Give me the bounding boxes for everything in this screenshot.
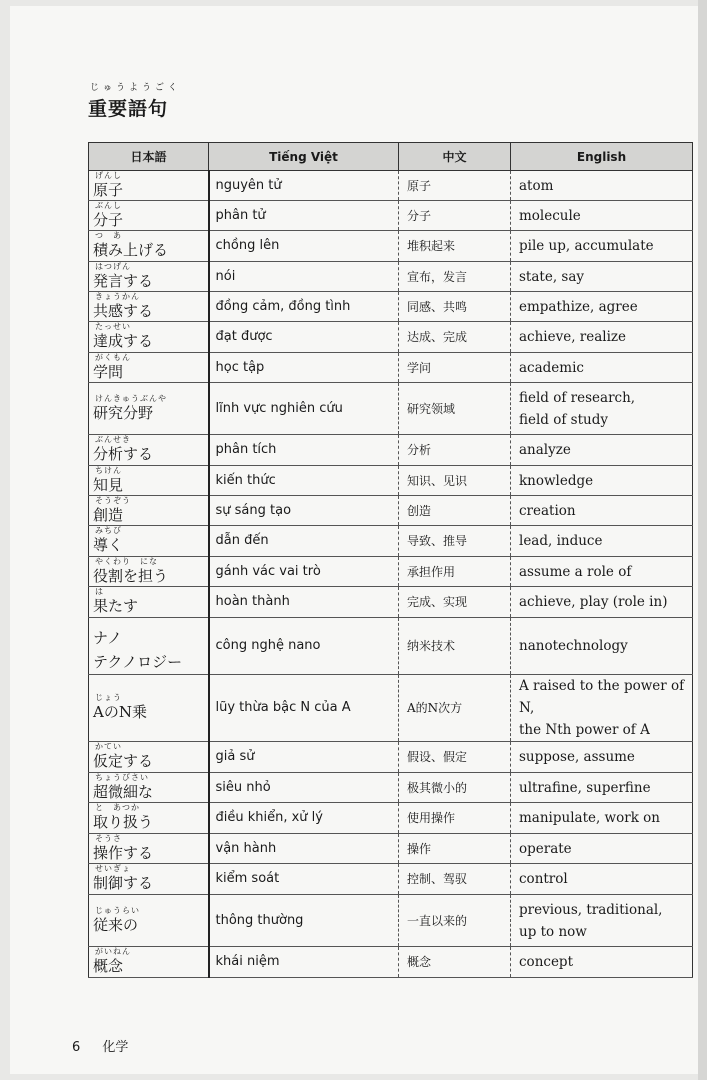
table-row — [89, 895, 693, 947]
japanese-term: 従来の — [93, 915, 139, 934]
japanese-term-cell — [89, 322, 209, 353]
chinese-cell: 极其微小的 — [399, 773, 511, 803]
chinese-cell: 同感、共鸣 — [399, 292, 511, 322]
english-cell — [511, 742, 693, 773]
japanese-term: 果たす — [93, 597, 139, 615]
english-cell — [511, 292, 693, 322]
vietnamese-cell: phân tích — [209, 435, 399, 466]
furigana: ぶんし — [95, 200, 122, 210]
chinese-cell: 原子 — [399, 171, 511, 201]
english-cell — [511, 466, 693, 496]
vietnamese-cell: đạt được — [209, 322, 399, 353]
table-row — [89, 864, 693, 895]
japanese-term-cell — [89, 353, 209, 383]
table-row — [89, 201, 693, 231]
vietnamese-cell: nói — [209, 262, 399, 292]
vietnamese-cell: gánh vác vai trò — [209, 557, 399, 587]
table-row — [89, 322, 693, 353]
japanese-term-cell — [89, 742, 209, 773]
japanese-term: 導く — [93, 536, 124, 554]
english-line: pile up, accumulate — [519, 238, 654, 254]
vietnamese-cell: công nghệ nano — [209, 618, 399, 675]
vocabulary-table — [88, 142, 693, 978]
english-line: lead, induce — [519, 533, 603, 549]
furigana: と あつか — [95, 803, 140, 812]
japanese-term-cell — [89, 834, 209, 864]
vietnamese-cell: dẫn đến — [209, 526, 399, 557]
furigana: そうさ — [95, 833, 122, 843]
column-header-english: English — [511, 143, 693, 171]
table-row — [89, 526, 693, 557]
english-line: molecule — [519, 207, 581, 224]
chinese-cell: 导致、推导 — [399, 526, 511, 557]
japanese-term: ナノ — [93, 629, 122, 647]
section-name: 化学 — [102, 1040, 129, 1055]
english-line: analyze — [519, 442, 571, 458]
japanese-term: 発言する — [93, 271, 154, 290]
chinese-cell: 控制、驾驭 — [399, 864, 511, 895]
japanese-term: 共感する — [93, 301, 154, 320]
column-header-chinese: 中文 — [399, 143, 511, 171]
english-line: field of research, — [519, 389, 636, 406]
table-row — [89, 262, 693, 292]
furigana: がいねん — [95, 947, 131, 956]
chinese-cell: 概念 — [399, 947, 511, 978]
table-row — [89, 742, 693, 773]
english-line2: field of study — [519, 411, 608, 428]
vietnamese-cell: nguyên tử — [209, 171, 399, 201]
page-title: 重要語句 — [88, 98, 169, 120]
table-header-row — [89, 143, 693, 171]
table-row — [89, 292, 693, 322]
english-line2: up to now — [519, 923, 587, 940]
chinese-cell: 堆积起来 — [399, 231, 511, 262]
table-row — [89, 171, 693, 201]
chinese-cell: 达成、完成 — [399, 322, 511, 353]
vietnamese-cell: vận hành — [209, 834, 399, 864]
japanese-term-cell — [89, 201, 209, 231]
column-header-vietnamese: Tiếng Việt — [209, 143, 399, 171]
japanese-term-cell — [89, 383, 209, 435]
english-cell — [511, 322, 693, 353]
chinese-cell: 宣布，发言 — [399, 262, 511, 292]
japanese-term: 原子 — [93, 180, 124, 199]
english-cell — [511, 773, 693, 803]
chinese-cell: 使用操作 — [399, 803, 511, 834]
table-row — [89, 773, 693, 803]
chinese-cell: 纳米技术 — [399, 618, 511, 675]
english-line: concept — [519, 954, 573, 970]
table-row — [89, 496, 693, 526]
english-line: control — [519, 871, 568, 887]
english-line: knowledge — [519, 472, 594, 489]
column-header-japanese: 日本語 — [89, 143, 209, 171]
chinese-cell: 假设、假定 — [399, 742, 511, 773]
japanese-term-cell — [89, 675, 209, 742]
japanese-term: 研究分野 — [93, 403, 154, 422]
furigana: ちょうびさい — [95, 772, 149, 782]
table-row — [89, 834, 693, 864]
japanese-term: 分析する — [93, 445, 154, 463]
japanese-term-cell — [89, 773, 209, 803]
english-line: achieve, realize — [519, 329, 627, 345]
english-line: operate — [519, 840, 572, 857]
english-line: ultrafine, superfine — [519, 779, 651, 796]
furigana: そうぞう — [95, 495, 131, 505]
english-cell — [511, 383, 693, 435]
japanese-term: 取り扱う — [93, 813, 154, 831]
japanese-term-cell — [89, 895, 209, 947]
japanese-term: 役割を担う — [93, 566, 169, 585]
japanese-term: 超微細な — [93, 782, 154, 801]
japanese-term-cell — [89, 171, 209, 201]
table-row — [89, 557, 693, 587]
japanese-term-cell — [89, 557, 209, 587]
chinese-cell: 一直以来的 — [399, 895, 511, 947]
vietnamese-cell: khái niệm — [209, 947, 399, 978]
chinese-cell: 分子 — [399, 201, 511, 231]
english-line2: the Nth power of A — [519, 722, 650, 738]
furigana: ちけん — [95, 465, 122, 475]
japanese-term-cell — [89, 262, 209, 292]
english-cell — [511, 864, 693, 895]
japanese-term-cell — [89, 803, 209, 834]
english-cell — [511, 895, 693, 947]
japanese-term-cell — [89, 526, 209, 557]
english-cell — [511, 496, 693, 526]
furigana: たっせい — [95, 322, 131, 331]
chinese-cell: 操作 — [399, 834, 511, 864]
chinese-cell: 研究领域 — [399, 383, 511, 435]
vietnamese-cell: giả sử — [209, 742, 399, 773]
english-cell — [511, 557, 693, 587]
furigana: は — [95, 587, 104, 596]
english-cell — [511, 834, 693, 864]
table-row — [89, 435, 693, 466]
vietnamese-cell: kiểm soát — [209, 864, 399, 895]
japanese-term-cell — [89, 587, 209, 618]
chinese-cell: 知识、见识 — [399, 466, 511, 496]
table-row — [89, 947, 693, 978]
vietnamese-cell: phân tử — [209, 201, 399, 231]
english-cell — [511, 803, 693, 834]
japanese-term-cell — [89, 231, 209, 262]
english-line: academic — [519, 359, 584, 376]
japanese-term: 概念 — [93, 957, 124, 975]
japanese-term: 創造 — [93, 505, 124, 524]
english-cell — [511, 231, 693, 262]
vietnamese-cell: đồng cảm, đồng tình — [209, 292, 399, 322]
japanese-term-cell — [89, 947, 209, 978]
english-cell — [511, 171, 693, 201]
japanese-term: 制御する — [93, 874, 154, 892]
furigana: じゅうらい — [95, 905, 140, 915]
japanese-term: 知見 — [93, 475, 124, 494]
english-line: creation — [519, 502, 576, 519]
furigana: つ あ — [95, 231, 122, 240]
table-row — [89, 383, 693, 435]
furigana: かてい — [95, 742, 122, 751]
table-row — [89, 466, 693, 496]
vietnamese-cell: chồng lên — [209, 231, 399, 262]
english-line: manipulate, work on — [519, 810, 660, 826]
english-cell — [511, 262, 693, 292]
page-footer — [72, 1036, 128, 1055]
english-cell — [511, 435, 693, 466]
japanese-term: 操作する — [93, 843, 154, 862]
vietnamese-cell: siêu nhỏ — [209, 773, 399, 803]
english-cell — [511, 587, 693, 618]
section-heading — [88, 80, 181, 121]
japanese-term: AのN乗 — [93, 703, 147, 721]
english-line: nanotechnology — [519, 638, 628, 654]
furigana: ぶんせき — [95, 435, 131, 444]
japanese-term: 積み上げる — [93, 241, 169, 259]
furigana — [95, 618, 208, 626]
table-row — [89, 353, 693, 383]
english-cell — [511, 353, 693, 383]
chinese-cell: 学问 — [399, 353, 511, 383]
furigana: じょう — [95, 693, 122, 702]
vietnamese-cell: hoàn thành — [209, 587, 399, 618]
vietnamese-cell: học tập — [209, 353, 399, 383]
furigana: げんし — [95, 170, 122, 180]
chinese-cell: 分析 — [399, 435, 511, 466]
japanese-term-cell — [89, 864, 209, 895]
japanese-term: 分子 — [93, 210, 124, 229]
japanese-term: 学問 — [93, 362, 124, 381]
table-row — [89, 675, 693, 742]
english-cell — [511, 201, 693, 231]
japanese-term-cell — [89, 435, 209, 466]
english-line: empathize, agree — [519, 298, 638, 315]
furigana: がくもん — [95, 352, 131, 362]
japanese-term-cell — [89, 618, 209, 675]
vietnamese-cell: sự sáng tạo — [209, 496, 399, 526]
english-line: previous, traditional, — [519, 901, 663, 918]
japanese-term-line2: テクノロジー — [93, 653, 183, 671]
heading-ruby: じゅうようごく — [90, 83, 182, 93]
furigana: けんきゅうぶんや — [95, 393, 167, 403]
english-line: state, say — [519, 268, 585, 285]
chinese-cell: 承担作用 — [399, 557, 511, 587]
table-row — [89, 618, 693, 675]
english-line: achieve, play (role in) — [519, 594, 668, 610]
japanese-term: 達成する — [93, 332, 154, 350]
vietnamese-cell: điều khiển, xử lý — [209, 803, 399, 834]
page-number: 6 — [72, 1040, 81, 1055]
vietnamese-cell: kiến thức — [209, 466, 399, 496]
table-body — [89, 171, 693, 978]
english-cell — [511, 526, 693, 557]
table-row — [89, 231, 693, 262]
chinese-cell: 创造 — [399, 496, 511, 526]
chinese-cell: A的N次方 — [399, 675, 511, 742]
furigana: きょうかん — [95, 291, 140, 301]
vietnamese-cell: lũy thừa bậc N của A — [209, 675, 399, 742]
english-line: assume a role of — [519, 563, 632, 580]
page-spine — [698, 0, 707, 1080]
vietnamese-cell: thông thường — [209, 895, 399, 947]
furigana: やくわり にな — [95, 556, 158, 566]
english-cell — [511, 618, 693, 675]
english-cell — [511, 947, 693, 978]
table-row — [89, 803, 693, 834]
japanese-term-cell — [89, 496, 209, 526]
table-row — [89, 587, 693, 618]
furigana: せいぎょ — [95, 864, 131, 873]
english-line: A raised to the power of N, — [519, 678, 685, 716]
chinese-cell: 完成、实现 — [399, 587, 511, 618]
vietnamese-cell: lĩnh vực nghiên cứu — [209, 383, 399, 435]
japanese-term-cell — [89, 466, 209, 496]
english-line: suppose, assume — [519, 749, 635, 765]
furigana: はつげん — [95, 261, 131, 271]
japanese-term-cell — [89, 292, 209, 322]
furigana: みちび — [95, 526, 122, 535]
english-line: atom — [519, 177, 554, 194]
japanese-term: 仮定する — [93, 752, 154, 770]
english-cell — [511, 675, 693, 742]
